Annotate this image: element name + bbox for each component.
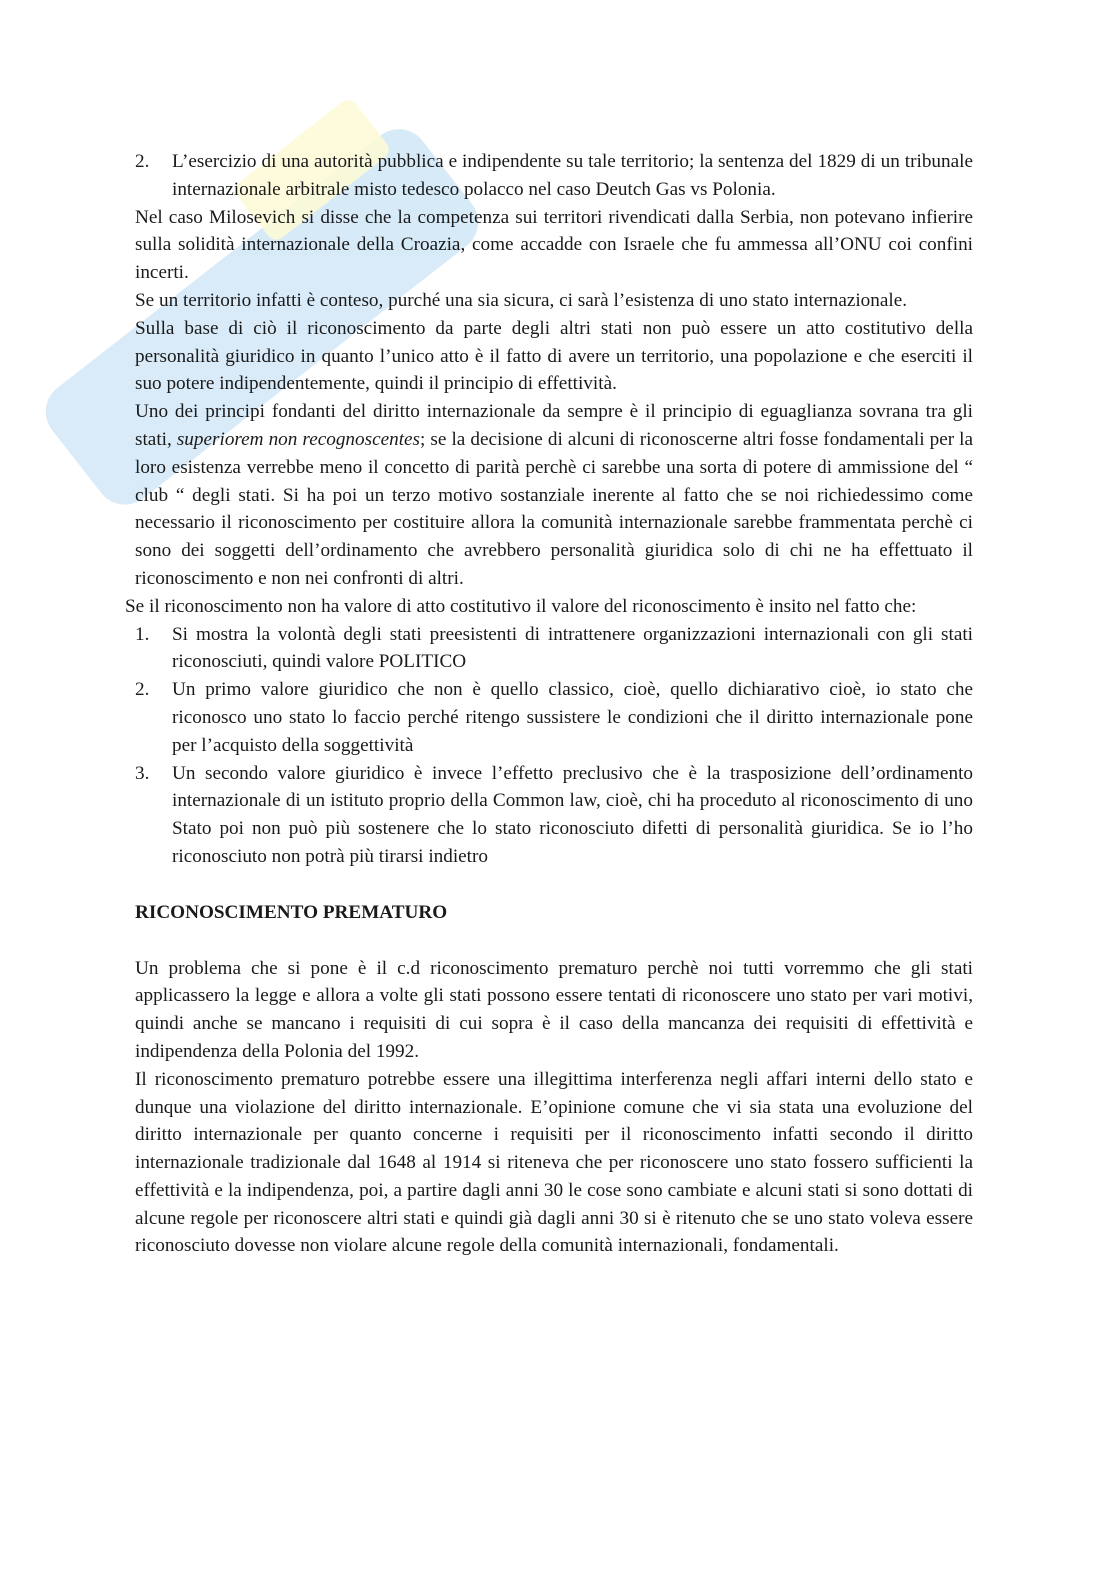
paragraph-text: ; se la decisione di alcuni di riconoscerne altri fosse fondamentali per la loro esistenza verrebbe meno il concetto di parità perchè ci sarebbe una sorta di potere di ammissione del “ club “ degli stati. Si ha poi un terzo motivo sostanziale inerente al fatto che se noi richiedessimo come necessario il riconoscimento per costituire allora la comunità internazionale sarebbe frammentata perchè ci sono dei soggetti dell’ordinamento che avrebbero personalità giuridica solo di chi ne ha effettuato il riconoscimento e non nei confronti di altri.: [135, 428, 974, 589]
list-text: Un secondo valore giuridico è invece l’effetto preclusivo che è la trasposizione dell’ordinamento internazionale di un istituto proprio della Common law, cioè, chi ha proceduto al riconoscimento di uno Stato poi non può più sostenere che lo stato riconosciuto difetti di personalità giuridica. Se io l’ho riconosciuto non potrà più tirarsi indietro: [172, 762, 973, 867]
paragraph: Se un territorio infatti è conteso, purché una sia sicura, ci sarà l’esistenza di uno stato internazionale.: [135, 289, 908, 311]
paragraph-text: Uno dei principi fondanti del diritto internazionale da sempre è il principio di eguaglianza sovrana tra gli stati,: [135, 401, 973, 450]
paragraph: Sulla base di ciò il riconoscimento da parte degli altri stati non può essere un atto costitutivo della personalità giuridico in quanto l’unico atto è il fatto di avere un territorio, una popolazione e che eserciti il suo potere indipendentemente, quindi il principio di effettività.: [135, 317, 973, 395]
list-number: 2.: [135, 151, 150, 172]
paragraph: [135, 398, 973, 593]
paragraph: Un problema che si pone è il c.d riconoscimento prematuro perchè noi tutti vorremmo che gli stati applicassero la legge e allora a volte gli stati possono essere tentati di riconoscere uno stato per vari motivi, quindi anche se mancano i requisiti di cui sopra è il caso della mancanza dei requisiti di effettività e indipendenza della Polonia del 1992.: [135, 957, 973, 1062]
paragraph: Se il riconoscimento non ha valore di atto costitutivo il valore del riconoscimento è insito nel fatto che:: [125, 595, 917, 617]
paragraph: Il riconoscimento prematuro potrebbe essere una illegittima interferenza negli affari interni dello stato e dunque una violazione del diritto internazionale. E’opinione comune che vi sia stata una evoluzione del diritto internazionale per quanto concerne i requisiti per il riconoscimento infatti secondo il diritto internazionale tradizionale dal 1648 al 1914 si riteneva che per riconoscere uno stato fossero sufficienti la effettività e la indipendenza, poi, a partire dagli anni 30 le cose sono cambiate e alcuni stati si sono dottati di alcune regole per riconoscere altri stati e quindi già dagli anni 30 si è ritenuto che se uno stato voleva essere riconosciuto dovesse non violare alcune regole della comunità internazionali, fondamentali.: [135, 1068, 973, 1257]
list-item: [135, 621, 973, 677]
list-number: 1.: [135, 623, 150, 645]
list-text: Si mostra la volontà degli stati preesistenti di intrattenere organizzazioni internazionali con gli stati riconosciuti, quindi valore POLITICO: [172, 623, 973, 673]
list-number: 3.: [135, 762, 150, 784]
section-heading: RICONOSCIMENTO PREMATURO: [135, 901, 448, 923]
list-number: 2.: [135, 679, 150, 701]
latin-phrase: superiorem non recognoscentes: [176, 428, 421, 450]
list-text: Un primo valore giuridico che non è quello classico, cioè, quello dichiarativo cioè, io stato che riconosco uno stato lo faccio perché ritengo sussistere le condizioni che il diritto internazionale pone per l’acquisto della soggettività: [172, 679, 973, 756]
document-page: [125, 148, 974, 1260]
list-item: [135, 760, 973, 871]
list-item: [135, 676, 973, 759]
paragraph: Nel caso Milosevich si disse che la competenza sui territori rivendicati dalla Serbia, non potevano infierire sulla solidità internazionale della Croazia, come accadde con Israele che fu ammessa all’ONU coi confini incerti.: [135, 206, 973, 284]
requirements-list-continued: [135, 148, 973, 204]
list-item: [135, 148, 973, 204]
recognition-values-list: [135, 621, 973, 871]
list-text: L’esercizio di una autorità pubblica e indipendente su tale territorio; la sentenza del 1829 di un tribunale internazionale arbitrale misto tedesco polacco nel caso Deutch Gas vs Polonia.: [172, 151, 973, 200]
